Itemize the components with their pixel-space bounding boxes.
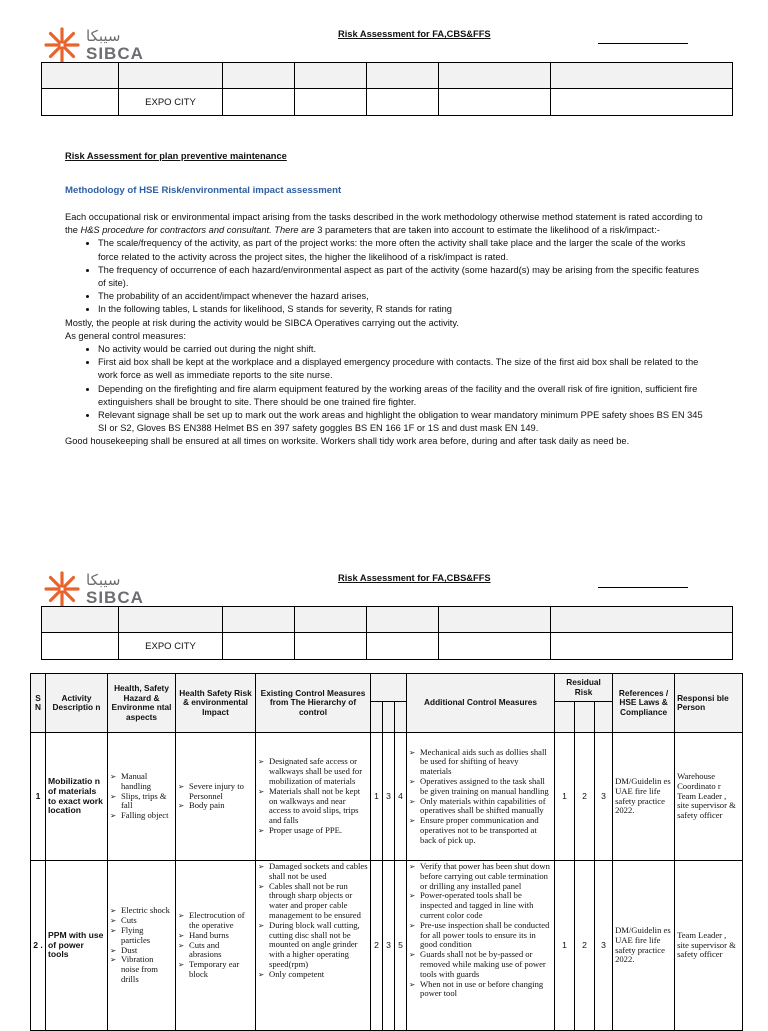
references-cell: DM/Guidelin es UAE fire life safety practice 2022. bbox=[613, 733, 675, 861]
header-cell bbox=[223, 607, 295, 633]
parameters-list bbox=[65, 237, 705, 316]
list-item: • The scale/frequency of the activity, as part of the project works: the more often the activity shall take place and the larger the scale of the works force related to the activity across the project sites, the higher the likelihood of a risk/impact is rated. bbox=[98, 237, 705, 263]
control-item: ➢ Verify that power has been shut down before carrying out cable termination or drilling any installed panel bbox=[409, 862, 552, 891]
header-cell bbox=[295, 63, 367, 89]
logo-name-text: SIBCA bbox=[86, 587, 144, 607]
col-header-activity: Activity Descriptio n bbox=[46, 674, 108, 733]
residual-likelihood: 1 bbox=[555, 733, 575, 861]
hazard-cell bbox=[108, 861, 176, 1031]
references-cell: DM/Guidelin es UAE fire life safety practice 2022. bbox=[613, 861, 675, 1031]
control-item: ➢ Mechanical aids such as dollies shall be used for shifting of heavy materials bbox=[409, 748, 552, 777]
existing-controls-cell bbox=[256, 861, 371, 1031]
hazard-item: ➢ Dust bbox=[110, 946, 173, 956]
document-title: Risk Assessment for FA,CBS&FFS bbox=[338, 29, 491, 39]
project-name: EXPO CITY bbox=[119, 89, 223, 116]
hazard-cell bbox=[108, 733, 176, 861]
control-item: ➢ When not in use or before changing power tool bbox=[409, 980, 552, 1000]
intro-paragraph: Each occupational risk or environmental impact arising from the tasks described in the work methodology otherwise method statement is rated according to the H&S procedure for contractors and consultant. There are 3 parameters that are taken into account to estimate the likelihood of a risk/impact:- bbox=[65, 212, 703, 236]
sibca-logo bbox=[44, 27, 144, 63]
general-measures-list bbox=[65, 343, 705, 435]
control-item: ➢ Proper usage of PPE. bbox=[258, 826, 368, 836]
header-cell bbox=[439, 607, 551, 633]
methodology-body bbox=[65, 211, 705, 449]
list-item: • The probability of an accident/impact whenever the hazard arises, bbox=[98, 290, 705, 303]
control-item: ➢ Power-operated tools shall be inspected and tagged in line with current color code bbox=[409, 891, 552, 920]
control-item: ➢ Damaged sockets and cables shall not be used bbox=[258, 862, 368, 882]
risk-assessment-table bbox=[30, 673, 743, 1031]
star-logo-icon bbox=[44, 27, 80, 63]
impact-cell bbox=[176, 733, 256, 861]
sub-header-cell bbox=[383, 702, 395, 733]
rating-value: 4 bbox=[395, 733, 407, 861]
residual-likelihood: 1 bbox=[555, 861, 575, 1031]
control-item: ➢ During block wall cutting, cutting disc shall not be mounted on angle grinder with a higher operating speed(rpm) bbox=[258, 921, 368, 970]
project-header-table bbox=[41, 62, 733, 116]
impact-item: ➢ Severe injury to Personnel bbox=[178, 782, 253, 802]
control-item: ➢ Only materials within capabilities of operatives shall be shifted manually bbox=[409, 797, 552, 817]
impact-item: ➢ Cuts and abrasions bbox=[178, 941, 253, 961]
star-logo-icon bbox=[44, 571, 80, 607]
impact-cell bbox=[176, 861, 256, 1031]
section-title: Risk Assessment for plan preventive maintenance bbox=[65, 151, 287, 161]
list-item: • Relevant signage shall be set up to mark out the work areas and highlight the obligation to wear mandatory minimum PPE safety shoes BS EN 345 SI or S2, Gloves BS EN388 Helmet BS en 397 safety goggles BS EN 166 1F or 1S and dust mask EN 149. bbox=[98, 409, 705, 435]
list-item: • No activity would be carried out during the night shift. bbox=[98, 343, 705, 356]
list-item: • The frequency of occurrence of each hazard/environmental aspect as part of the activity (some hazard(s) may be arising from the specific features of site). bbox=[98, 264, 705, 290]
header-cell bbox=[367, 607, 439, 633]
control-item: ➢ Operatives assigned to the task shall be given training on manual handling bbox=[409, 777, 552, 797]
header-cell bbox=[223, 63, 295, 89]
col-header-responsible: Responsi ble Person bbox=[675, 674, 743, 733]
header-cell bbox=[223, 89, 295, 116]
residual-severity: 2 bbox=[575, 861, 595, 1031]
rating-value: 5 bbox=[395, 861, 407, 1031]
additional-controls-cell bbox=[407, 861, 555, 1031]
table-row bbox=[31, 733, 743, 861]
header-cell bbox=[551, 63, 733, 89]
header-cell bbox=[439, 633, 551, 660]
control-item: ➢ Cables shall not be run through sharp objects or water and proper cable management to be ensured bbox=[258, 882, 368, 921]
col-header-impact: Health Safety Risk & environmental Impact bbox=[176, 674, 256, 733]
header-cell bbox=[439, 89, 551, 116]
activity-description: PPM with use of power tools bbox=[46, 861, 108, 1031]
residual-rating: 3 bbox=[595, 861, 613, 1031]
logo-arabic-text: سيبكا bbox=[86, 26, 121, 45]
header-cell bbox=[119, 607, 223, 633]
col-header-sn: S N bbox=[31, 674, 46, 733]
list-item: • First aid box shall be kept at the workplace and a displayed emergency procedure with contacts. The size of the first aid box shall be related to the work force as well as immediate reports to the site nurse. bbox=[98, 356, 705, 382]
control-item: ➢ Pre-use inspection shall be conducted for all power tools to ensure its in good condition bbox=[409, 921, 552, 950]
activity-description: Mobilizatio n of materials to exact work location bbox=[46, 733, 108, 861]
sibca-logo bbox=[44, 571, 144, 607]
col-header-initial-risk bbox=[371, 674, 407, 702]
sub-header-cell bbox=[555, 702, 575, 733]
header-cell bbox=[439, 63, 551, 89]
sub-header-cell bbox=[575, 702, 595, 733]
likelihood-value: 1 bbox=[371, 733, 383, 861]
col-header-additional-controls: Additional Control Measures bbox=[407, 674, 555, 733]
control-item: ➢ Only competent bbox=[258, 970, 368, 980]
severity-value: 3 bbox=[383, 861, 395, 1031]
title-underline bbox=[598, 587, 688, 588]
list-item: • In the following tables, L stands for likelihood, S stands for severity, R stands for rating bbox=[98, 303, 705, 316]
sub-header-cell bbox=[595, 702, 613, 733]
likelihood-value: 2 bbox=[371, 861, 383, 1031]
existing-controls-cell bbox=[256, 733, 371, 861]
header-cell bbox=[119, 63, 223, 89]
header-cell bbox=[551, 89, 733, 116]
impact-item: ➢ Hand burns bbox=[178, 931, 253, 941]
header-cell bbox=[367, 63, 439, 89]
header-cell bbox=[551, 607, 733, 633]
header-cell bbox=[42, 633, 119, 660]
hazard-item: ➢ Slips, trips & fall bbox=[110, 792, 173, 812]
row-sn: 1 bbox=[31, 733, 46, 861]
responsible-cell: Warehouse Coordinato r Team Leader , site supervisor & safety officer bbox=[675, 733, 743, 861]
col-header-hazard: Health, Safety Hazard & Environme ntal aspects bbox=[108, 674, 176, 733]
list-item: • Depending on the firefighting and fire alarm equipment featured by the working areas of the facility and the overall risk of fire ignition, sufficient fire extinguishers shall be brought to site. There should be one trained fire fighter. bbox=[98, 383, 705, 409]
impact-item: ➢ Electrocution of the operative bbox=[178, 911, 253, 931]
sub-header-cell bbox=[371, 702, 383, 733]
hazard-item: ➢ Vibration noise from drills bbox=[110, 955, 173, 984]
control-item: ➢ Ensure proper communication and operatives not to be transported at back of pick up. bbox=[409, 816, 552, 845]
header-cell bbox=[42, 607, 119, 633]
project-name: EXPO CITY bbox=[119, 633, 223, 660]
residual-severity: 2 bbox=[575, 733, 595, 861]
document-title: Risk Assessment for FA,CBS&FFS bbox=[338, 573, 491, 583]
table-row bbox=[31, 861, 743, 1031]
severity-value: 3 bbox=[383, 733, 395, 861]
header-cell bbox=[295, 607, 367, 633]
hazard-item: ➢ Falling object bbox=[110, 811, 173, 821]
header-cell bbox=[223, 633, 295, 660]
hazard-item: ➢ Manual handling bbox=[110, 772, 173, 792]
header-cell bbox=[367, 633, 439, 660]
header-cell bbox=[42, 89, 119, 116]
people-at-risk-text: Mostly, the people at risk during the activity would be SIBCA Operatives carrying out the activity. bbox=[65, 317, 459, 328]
housekeeping-text: Good housekeeping shall be ensured at all times on worksite. Workers shall tidy work area before, during and after task daily as need be. bbox=[65, 436, 630, 447]
methodology-heading: Methodology of HSE Risk/environmental impact assessment bbox=[65, 185, 342, 196]
title-underline bbox=[598, 43, 688, 44]
project-header-table bbox=[41, 606, 733, 660]
col-header-residual-risk: Residual Risk bbox=[555, 674, 613, 702]
sub-header-cell bbox=[395, 702, 407, 733]
col-header-references: References / HSE Laws & Compliance bbox=[613, 674, 675, 733]
impact-item: ➢ Temporary ear block bbox=[178, 960, 253, 980]
row-sn: 2 . bbox=[31, 861, 46, 1031]
col-header-existing-controls: Existing Control Measures from The Hierarchy of control bbox=[256, 674, 371, 733]
header-cell bbox=[295, 89, 367, 116]
hazard-item: ➢ Electric shock bbox=[110, 906, 173, 916]
responsible-cell: Team Leader , site supervisor & safety officer bbox=[675, 861, 743, 1031]
control-item: ➢ Materials shall not be kept on walkways and near access to avoid slips, trips and falls bbox=[258, 787, 368, 826]
general-measures-title: As general control measures: bbox=[65, 330, 186, 341]
header-cell bbox=[367, 89, 439, 116]
logo-arabic-text: سيبكا bbox=[86, 570, 121, 589]
additional-controls-cell bbox=[407, 733, 555, 861]
header-cell bbox=[42, 63, 119, 89]
control-item: ➢ Designated safe access or walkways shall be used for mobilization of materials bbox=[258, 757, 368, 786]
hazard-item: ➢ Flying particles bbox=[110, 926, 173, 946]
hazard-item: ➢ Cuts bbox=[110, 916, 173, 926]
header-cell bbox=[295, 633, 367, 660]
logo-name-text: SIBCA bbox=[86, 43, 144, 63]
residual-rating: 3 bbox=[595, 733, 613, 861]
impact-item: ➢ Body pain bbox=[178, 801, 253, 811]
control-item: ➢ Guards shall not be by-passed or removed while making use of power tools with guards bbox=[409, 950, 552, 979]
header-cell bbox=[551, 633, 733, 660]
